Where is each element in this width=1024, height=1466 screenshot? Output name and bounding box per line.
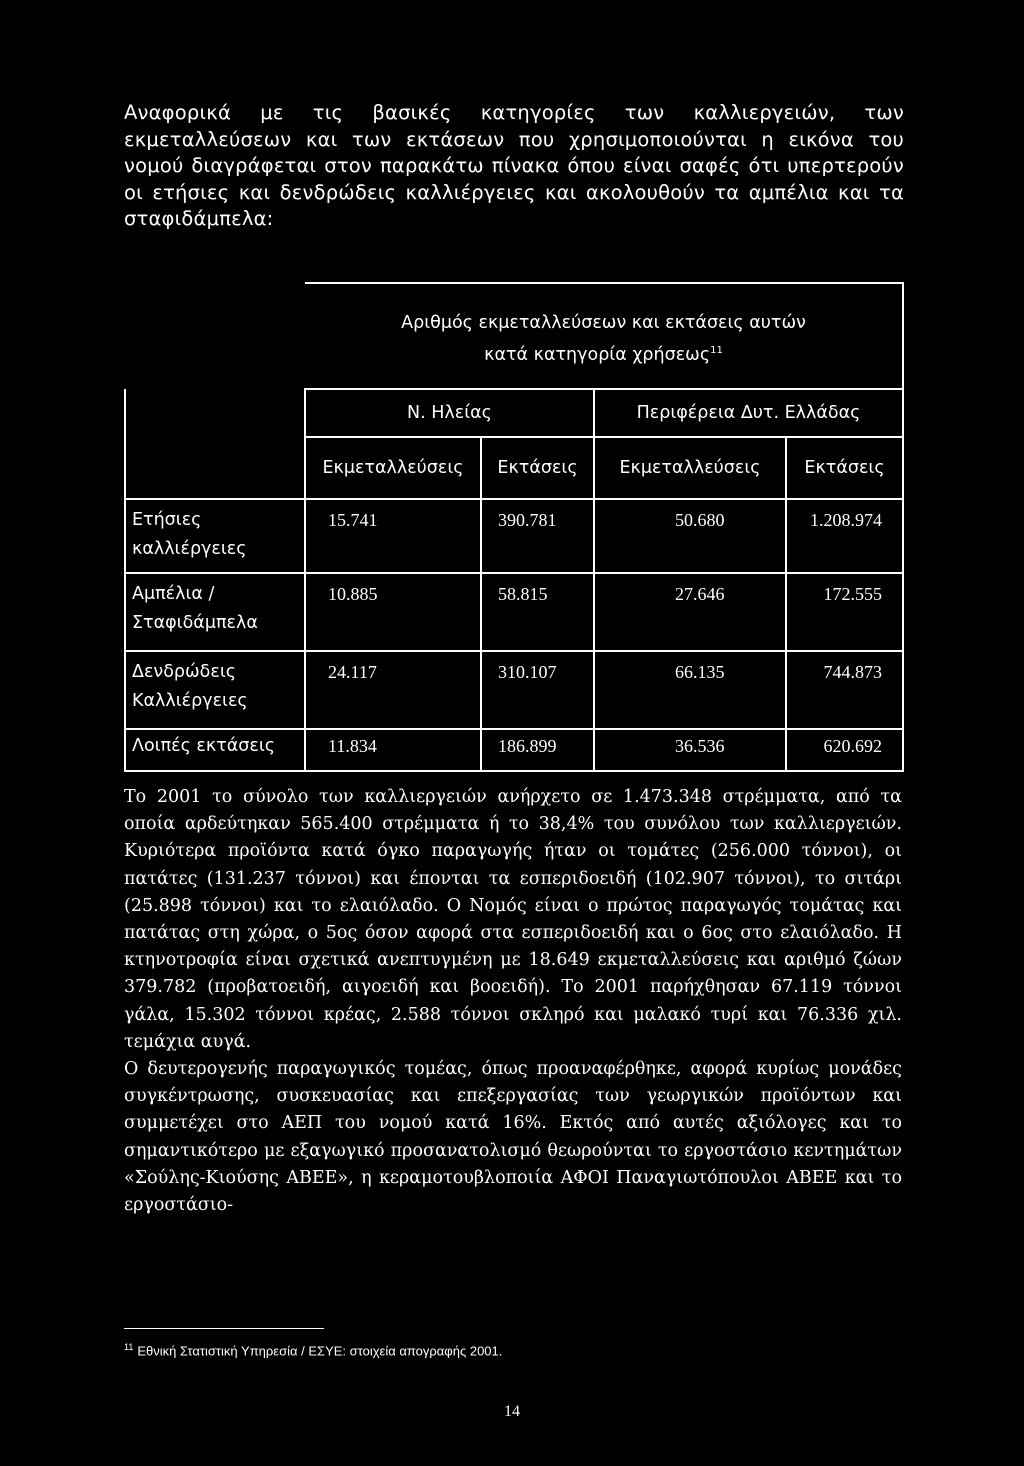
table-row bbox=[125, 499, 903, 573]
region-header-ileia: Ν. Ηλείας bbox=[305, 389, 594, 437]
land-use-table bbox=[124, 282, 904, 772]
table-cell: 11.834 bbox=[305, 729, 481, 771]
footnote bbox=[124, 1342, 904, 1358]
table-corner-left-2 bbox=[125, 389, 305, 437]
table-cell: 172.555 bbox=[786, 573, 903, 651]
table-cell: 36.536 bbox=[594, 729, 786, 771]
col-header-area-2: Εκτάσεις bbox=[786, 437, 903, 499]
col-header-area-1: Εκτάσεις bbox=[481, 437, 594, 499]
footnote-divider bbox=[124, 1328, 324, 1329]
row-label: Αμπέλια / Σταφιδάμπελα bbox=[125, 573, 305, 651]
paragraph-agriculture: Το 2001 το σύνολο των καλλιεργειών ανήρχετο σε 1.473.348 στρέμματα, από τα οποία αρδεύτηκαν 565.400 στρέμματα ή το 38,4% του συνόλου των καλλιεργειών. Κυριότερα προϊόντα κατά όγκο παραγωγής ήταν οι τομάτες (256.000 τόννοι), οι πατάτες (131.237 τόννοι) και έπονται τα εσπεριδοειδή (102.907 τόννοι), το σιτάρι (25.898 τόννοι) και το ελαιόλαδο. Ο Νομός είναι ο πρώτος παραγωγός τομάτας και πατάτας στη χώρα, ο 5ος όσον αφορά στα εσπεριδοειδή και ο 6ος στο ελαιόλαδο. Η κτηνοτροφία είναι σχετικά ανεπτυγμένη με 18.649 εκμεταλλεύσεις και αριθμό ζώων 379.782 (προβατοειδή, αιγοειδή και βοοειδή). Το 2001 παρήχθησαν 67.119 τόννοι γάλα, 15.302 τόννοι κρέας, 2.588 τόννοι σκληρό και μαλακό τυρί και 76.336 χιλ. τεμάχια αυγά. bbox=[124, 787, 902, 1052]
table-cell: 390.781 bbox=[481, 499, 594, 573]
table-cell: 15.741 bbox=[305, 499, 481, 573]
row-label: Ετήσιες καλλιέργειες bbox=[125, 499, 305, 573]
table-cell: 58.815 bbox=[481, 573, 594, 651]
table-caption bbox=[305, 283, 903, 389]
table-cell: 744.873 bbox=[786, 651, 903, 729]
paragraph-secondary-sector: Ο δευτερογενής παραγωγικός τομέας, όπως προαναφέρθηκε, αφορά κυρίως μονάδες συγκέντρωσης, συσκευασίας και επεξεργασίας των γεωργικών προϊόντων και συμμετέχει στο ΑΕΠ του νομού κατά 16%. Εκτός από αυτές αξιόλογες και το σημαντικότερο με εξαγωγικό προσανατολισμό θεωρούνται το εργοστάσιο κεντημάτων «Σούλης-Κιούσης ΑΒΕΕ», η κεραμοτουβλοποιία ΑΦΟΙ Παναγιωτόπουλοι ΑΒΕΕ και το εργοστάσιο- bbox=[124, 1059, 902, 1216]
col-header-holdings-2: Εκμεταλλεύσεις bbox=[594, 437, 786, 499]
footnote-mark: 11 bbox=[124, 1342, 134, 1352]
table-cell: 50.680 bbox=[594, 499, 786, 573]
table-row bbox=[125, 729, 903, 771]
intro-paragraph: Αναφορικά με τις βασικές κατηγορίες των καλλιεργειών, των εκμεταλλεύσεων και των εκτάσεων που χρησιμοποιούνται η εικόνα του νομού διαγράφεται στον παρακάτω πίνακα όπου είναι σαφές ότι υπερτερούν οι ετήσιες και δενδρώδεις καλλιέργειες και ακολουθούν τα αμπέλια και τα σταφιδάμπελα: bbox=[124, 101, 904, 230]
table-cell: 1.208.974 bbox=[786, 499, 903, 573]
region-header-western-greece: Περιφέρεια Δυτ. Ελλάδας bbox=[594, 389, 903, 437]
col-header-holdings-1: Εκμεταλλεύσεις bbox=[305, 437, 481, 499]
row-label: Δενδρώδεις Καλλιέργειες bbox=[125, 651, 305, 729]
row-label: Λοιπές εκτάσεις bbox=[125, 729, 305, 771]
table-cell: 310.107 bbox=[481, 651, 594, 729]
table-caption-footnote-mark: 11 bbox=[710, 344, 723, 356]
table-caption-line-1: Αριθμός εκμεταλλεύσεων και εκτάσεις αυτών bbox=[401, 312, 806, 333]
footnote-text: Εθνική Στατιστική Υπηρεσία / ΕΣΥΕ: στοιχεία απογραφής 2001. bbox=[137, 1343, 503, 1359]
table-cell: 27.646 bbox=[594, 573, 786, 651]
body-text bbox=[124, 784, 902, 1219]
table-caption-line-2: κατά κατηγορία χρήσεως bbox=[484, 344, 711, 365]
table-cell: 66.135 bbox=[594, 651, 786, 729]
table-cell: 24.117 bbox=[305, 651, 481, 729]
table-cell: 186.899 bbox=[481, 729, 594, 771]
table-corner-left-3 bbox=[125, 437, 305, 499]
table-row bbox=[125, 573, 903, 651]
table-row bbox=[125, 651, 903, 729]
table-cell: 10.885 bbox=[305, 573, 481, 651]
table-corner-left bbox=[125, 283, 305, 389]
table-cell: 620.692 bbox=[786, 729, 903, 771]
page-number: 14 bbox=[504, 1403, 520, 1420]
